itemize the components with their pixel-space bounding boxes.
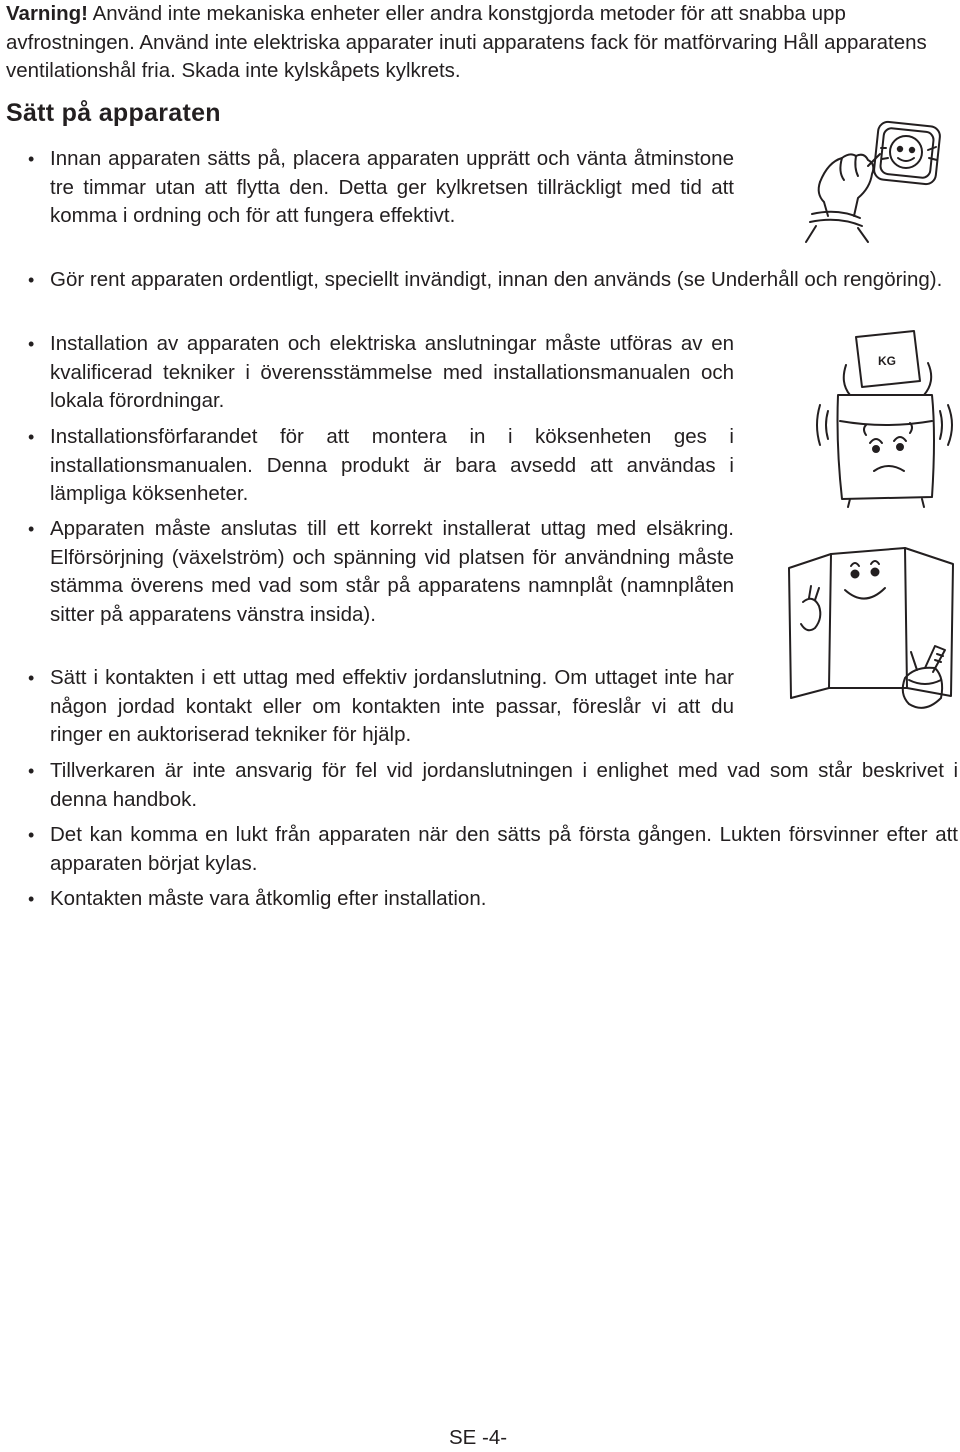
worried-fridge-illustration (810, 325, 960, 515)
happy-fridge-illustration (785, 538, 960, 718)
happy-fridge-icon (785, 538, 960, 718)
warning-text: Använd inte mekaniska enheter eller andra konstgjorda metoder för att snabba upp avfrostningen. Använd inte elektriska apparater inuti apparatens fack för matförvaring Håll apparatens ventilationshål fria. Skada inte kylskåpets kylkrets. (6, 2, 927, 82)
fridge-label: KG (878, 354, 896, 368)
worried-fridge-icon (810, 325, 960, 515)
list-item: • Tillverkaren är inte ansvarig för fel vid jordanslutningen i enlighet med vad som står beskrivet i denna handbok. (50, 757, 958, 814)
list-item: • Installation av apparaten och elektriska anslutningar måste utföras av en kvalificerad tekniker i överensstämmelse med installationsmanualen och lokala förordningar. (50, 330, 734, 416)
plug-icon (798, 118, 948, 248)
section-title: Sätt på apparaten (6, 99, 221, 127)
list-item: • Sätt i kontakten i ett uttag med effektiv jordanslutning. Om uttaget inte har någon jordad kontakt eller om kontakten inte passar, föreslår vi att du ringer en auktoriserad tekniker för hjälp. (50, 664, 734, 750)
list-item: • Apparaten måste anslutas till ett korrekt installerat uttag med elsäkring. Elförsörjning (växelström) och spänning vid platsen för användning måste stämma överens med vad som står på apparatens namnplåt (namnplåten sitter på apparatens vänstra insida). (50, 515, 734, 629)
page-number: SE -4- (449, 1426, 508, 1449)
plug-hand-illustration (798, 118, 948, 248)
list-item: • Innan apparaten sätts på, placera apparaten upprätt och vänta åtminstone tre timmar utan att flytta den. Detta ger kylkretsen tillräckligt med tid att komma i ordning och för att fungera effektivt. (50, 145, 734, 231)
warning-label: Varning! (6, 2, 89, 25)
list-item: • Installationsförfarandet för att montera in i köksenheten ges i installationsmanualen. Denna produkt är bara avsedd att användas i lämpliga köksenheter. (50, 423, 734, 509)
list-item: • Det kan komma en lukt från apparaten när den sätts på första gången. Lukten försvinner efter att apparaten börjat kylas. (50, 821, 958, 878)
list-item: • Kontakten måste vara åtkomlig efter installation. (50, 885, 958, 914)
warning-paragraph (6, 0, 956, 86)
list-item: • Gör rent apparaten ordentligt, speciellt invändigt, innan den används (se Underhåll och rengöring). (50, 266, 958, 295)
